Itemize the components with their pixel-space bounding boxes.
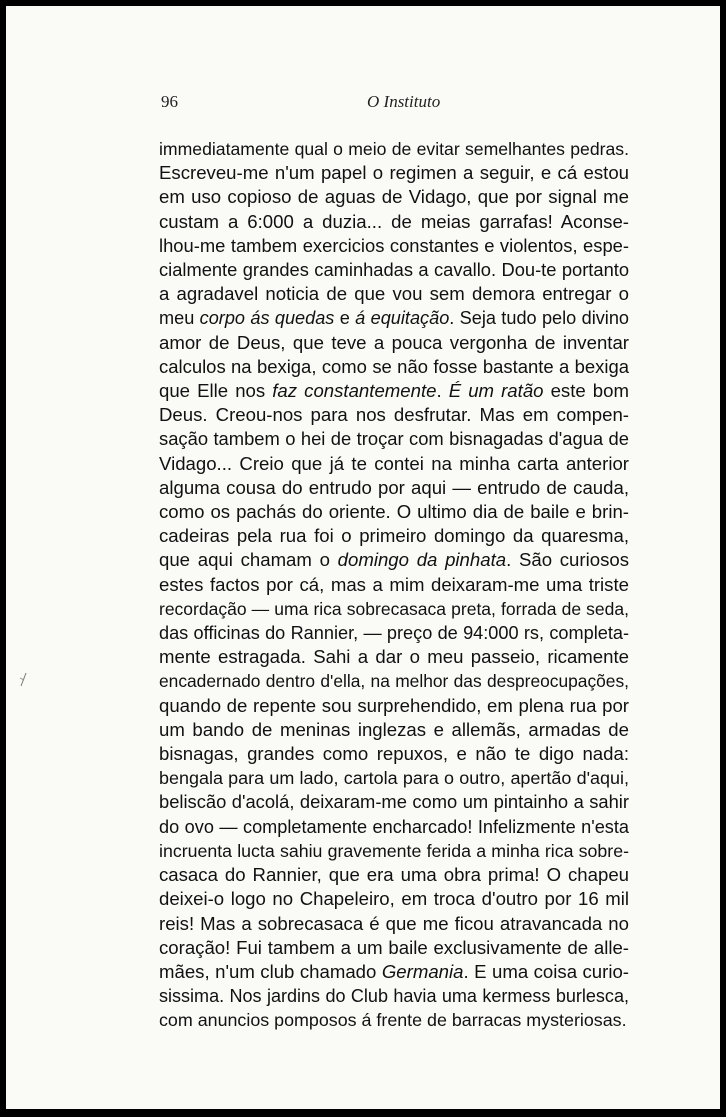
text-line: bisnagas, grandes como repuxos, e não te digo nada: [159,743,629,765]
page-header [161,92,631,116]
text-line: coração! Fui tambem a um baile exclusivamente de alle- [159,936,629,958]
page-number: 96 [161,92,178,111]
italic-run: É um ratão [448,380,544,402]
text-line: calculos na bexiga, como se não fosse bastante a bexiga [159,355,629,377]
text-line [159,960,629,984]
text-line: casaca do Rannier, que era uma obra prima! O chapeu [159,864,629,886]
text-line: como os pachás do oriente. O ultimo dia de baile e brin- [159,501,629,523]
text-run: meu [159,308,200,329]
text-line: incruenta lucta sahiu gravemente ferida a minha rica sobre- [159,840,629,861]
margin-pencil-mark-icon [18,672,28,688]
text-line: mente estragada. Sahi a dar o meu passeio, ricamente [159,646,629,668]
document-page [6,6,720,1109]
italic-run: corpo ás quedas [199,308,335,329]
text-run: e [334,308,356,329]
text-line: das officinas do Rannier, — preço de 94:000 rs, completa- [159,623,629,644]
text-line: Vidago... Creio que já te contei na minha carta anterior [159,452,629,474]
text-line: estes factos por cá, mas a mim deixaram-me uma triste [159,573,629,595]
italic-run: Germania [381,960,464,982]
text-line: cadeiras pela rua foi o primeiro domingo da quaresma, [159,525,629,547]
text-line: custam a 6:000 a duzia... de meias garrafas! Aconse- [159,210,629,232]
text-line [159,306,629,330]
text-line: alguma cousa do entrudo por aqui — entrudo de cauda, [159,476,629,498]
text-run: . E uma coisa curio- [463,960,629,982]
text-run: . São curiosos [506,549,629,571]
text-line: deixei-o logo no Chapeleiro, em troca d'outro por 16 mil [159,888,629,910]
text-line: beliscão d'acolá, deixaram-me como um pintainho a sahir [159,791,629,813]
text-line [159,548,629,572]
text-line: reis! Mas a sobrecasaca é que me ficou atravancada no [159,912,629,934]
text-line: bengala para um lado, cartola para o outro, apertão d'aqui, [159,768,629,789]
text-line: quando de repente sou surprehendido, em plena rua por [159,694,629,716]
text-run: . [436,380,449,402]
text-line [159,379,629,403]
text-line: com anuncios pomposos á frente de barracas mysteriosas. [159,1010,627,1031]
text-line: Escreveu-me n'um papel o regimen a seguir, e cá estou [159,162,629,184]
text-line: Deus. Creou-nos para nos desfrutar. Mas em compen- [159,404,629,426]
text-line: lhou-me tambem exercicios constantes e violentos, espe- [159,234,629,256]
text-line: em uso copioso de aguas de Vidago, que por signal me [159,186,629,208]
text-run: mães, n'um club chamado [159,960,382,982]
text-run: que aqui chamam o [159,549,338,571]
italic-run: faz constantemente [272,380,437,402]
text-run: que Elle nos [159,380,273,402]
text-line: sissima. Nos jardins do Club havia uma kermess burlesca, [159,986,629,1007]
running-title: O Instituto [367,92,441,111]
text-line: recordação — uma rica sobrecasaca preta, forrada de seda, [159,598,629,619]
italic-run: á equitação [355,308,450,329]
text-line: a agradavel noticia de que vou sem demora entregar o [159,283,629,305]
italic-run: domingo da pinhata [337,549,507,571]
text-line: sação tambem o hei de troçar com bisnagadas d'agua de [159,428,629,450]
text-run: . Seja tudo pelo divino [449,308,629,329]
text-line: cialmente grandes caminhadas a cavallo. Dou-te portanto [159,259,629,281]
text-run: este bom [543,380,629,402]
text-line: encadernado dentro d'ella, na melhor das despreocupações, [159,671,629,692]
text-line: um bando de meninas inglezas e allemãs, armadas de [159,718,629,740]
text-line: do ovo — completamente encharcado! Infelizmente n'esta [159,816,629,837]
body-text [159,137,629,1033]
text-line: immediatamente qual o meio de evitar semelhantes pedras. [159,139,629,159]
text-line: amor de Deus, que teve a pouca vergonha de inventar [159,331,629,353]
